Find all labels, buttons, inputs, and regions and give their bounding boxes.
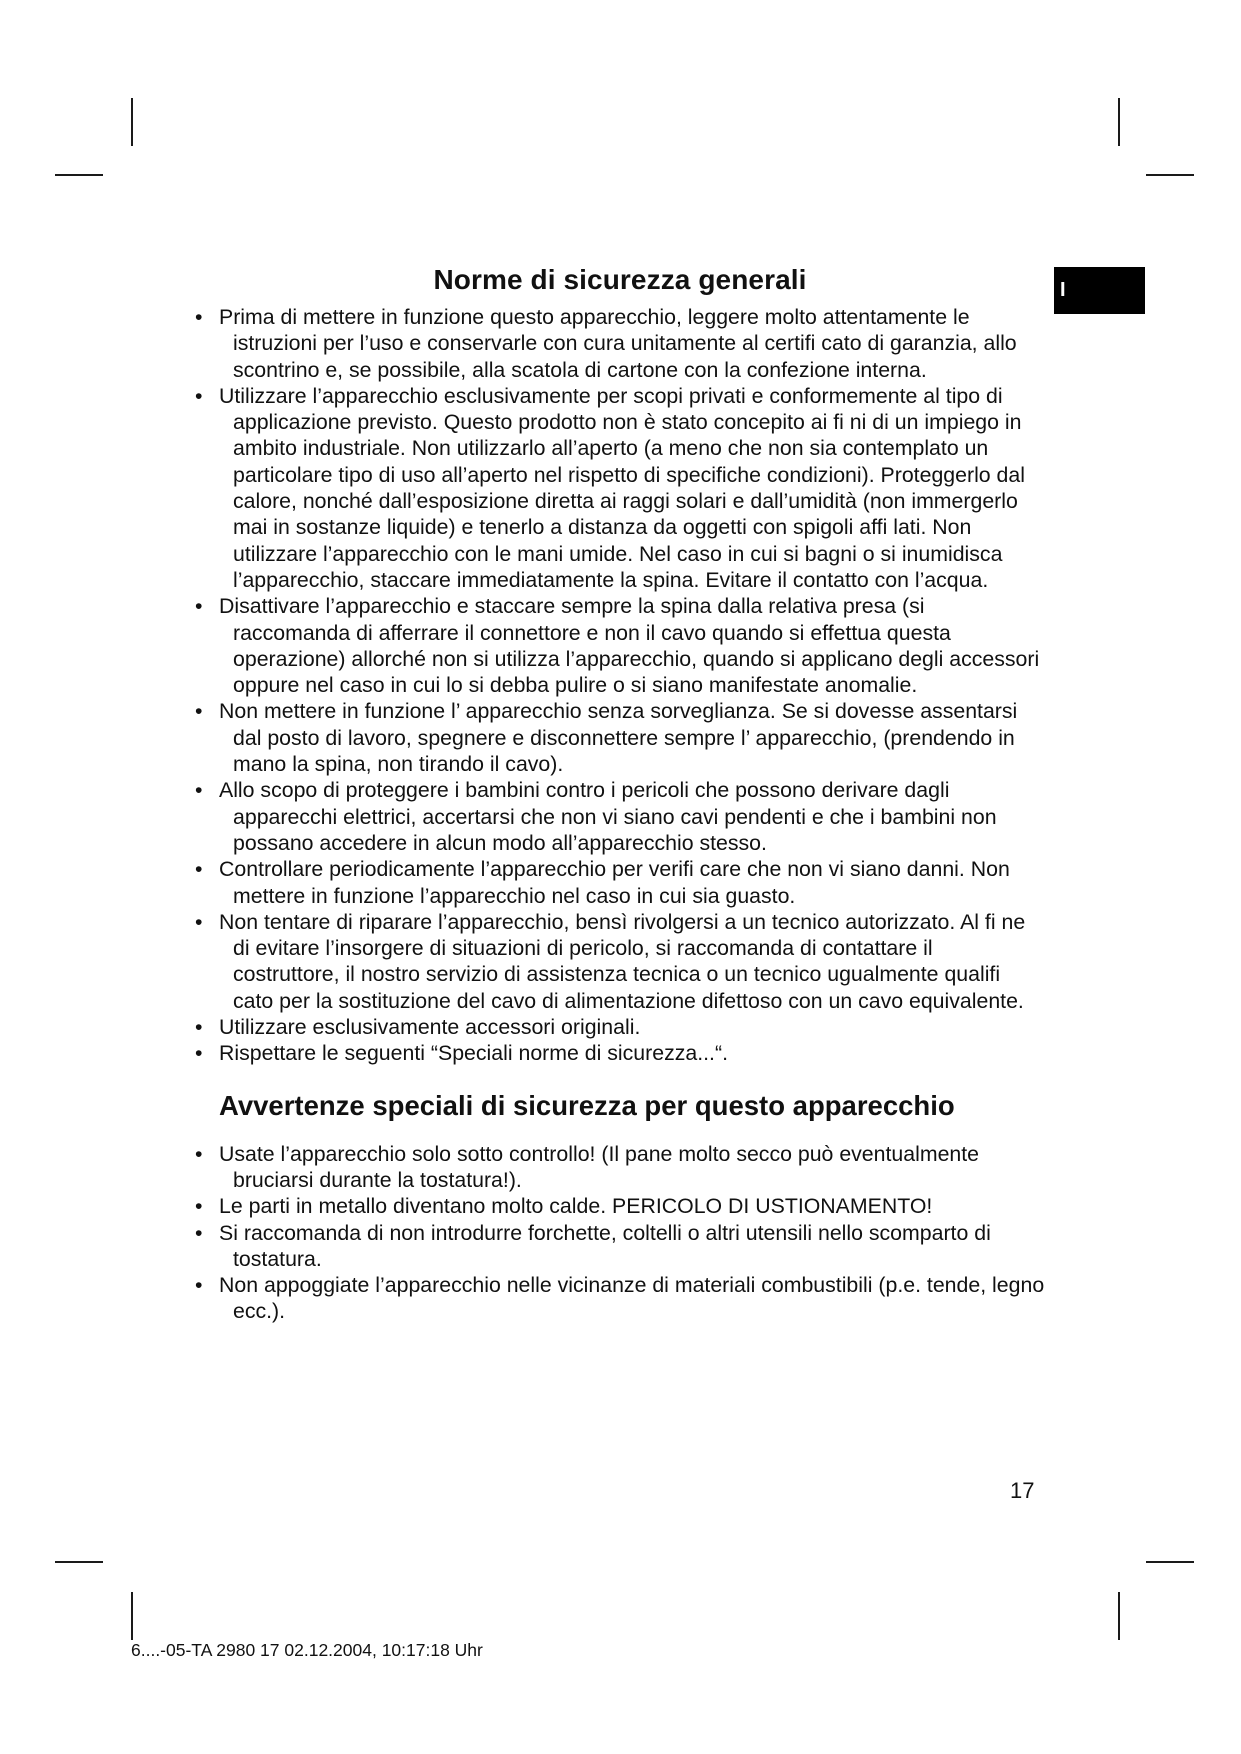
crop-mark-top-left-horizontal xyxy=(55,174,103,176)
bullet-icon: • xyxy=(195,909,203,934)
list-item: • Allo scopo di proteggere i bambini contro i pericoli che possono derivare dagli apparecchi elettrici, accertarsi che non vi siano cavi pendenti e che i bambini non possano accedere in alcun modo all’apparecchio stesso. xyxy=(195,778,997,855)
list-item: • Non appoggiate l’apparecchio nelle vicinanze di materiali combustibili (p.e. tende, legno ecc.). xyxy=(195,1273,1045,1324)
bullet-icon: • xyxy=(195,1141,203,1166)
crop-mark-bottom-left-vertical xyxy=(131,1592,133,1640)
print-slug: 6....-05-TA 2980 17 02.12.2004, 10:17:18 Uhr xyxy=(131,1640,483,1660)
list-item: • Utilizzare l’apparecchio esclusivamente per scopi privati e conformemente al tipo di applicazione previsto. Questo prodotto non è stato concepito ai fi ni di un impiego in ambito industriale. Non utilizzarlo all’aperto (a meno che non sia contemplato un particolare tipo di uso all’aperto nel rispetto di specifiche condizioni). Proteggerlo dal calore, nonché dall’esposizione diretta ai raggi solari e dall’umidità (non immergerlo mai in sostanze liquide) e tenerlo a distanza da oggetti con spigoli affi lati. Non utilizzare l’apparecchio con le mani umide. Nel caso in cui si bagni o si inumidisca l’apparecchio, staccare immediatamente la spina. Evitare il contatto con l’acqua. xyxy=(195,383,1025,592)
bullet-icon: • xyxy=(195,383,203,408)
general-safety-list xyxy=(195,304,1045,1067)
list-item: • Non mettere in funzione l’ apparecchio senza sorveglianza. Se si dovesse assentarsi dal posto di lavoro, spegnere e disconnettere sempre l’ apparecchio, (prendendo in mano la spina, non tirando il cavo). xyxy=(195,699,1018,777)
bullet-icon: • xyxy=(195,1220,203,1245)
language-tab: I xyxy=(1054,267,1145,314)
list-item: • Si raccomanda di non introdurre forchette, coltelli o altri utensili nello scomparto di tostatura. xyxy=(195,1220,991,1271)
bullet-icon: • xyxy=(195,305,203,329)
bullet-icon: • xyxy=(195,1015,203,1040)
crop-mark-top-right-horizontal xyxy=(1146,174,1194,176)
bullet-icon: • xyxy=(195,1041,203,1066)
list-item: • Controllare periodicamente l’apparecchio per verifi care che non vi siano danni. Non mettere in funzione l’apparecchio nel caso in cui sia guasto. xyxy=(195,857,1010,908)
page-content xyxy=(195,260,1045,1325)
bullet-icon: • xyxy=(195,1194,203,1219)
crop-mark-bottom-right-vertical xyxy=(1118,1592,1120,1640)
list-item: • Prima di mettere in funzione questo apparecchio, leggere molto attentamente le istruzioni per l’uso e conservarle con cura unitamente al certifi cato di garanzia, allo scontrino e, se possibile, alla scatola di cartone con la confezione interna. xyxy=(195,305,1017,382)
bullet-icon: • xyxy=(195,857,203,882)
list-item: • Non tentare di riparare l’apparecchio, bensì rivolgersi a un tecnico autorizzato. Al fi ne di evitare l’insorgere di situazioni di pericolo, si raccomanda di contattare il costruttore, il nostro servizio di assistenza tecnica o un tecnico ugualmente qualifi cato per la sostituzione del cavo di alimentazione difettoso con un cavo equivalente. xyxy=(195,909,1026,1013)
section-title-special-warnings: Avvertenze speciali di sicurezza per questo apparecchio xyxy=(219,1089,955,1121)
crop-mark-bottom-right-horizontal xyxy=(1146,1561,1194,1563)
list-item: • Le parti in metallo diventano molto calde. PERICOLO DI USTIONAMENTO! xyxy=(195,1194,933,1219)
crop-mark-top-right-vertical xyxy=(1118,98,1120,146)
bullet-icon: • xyxy=(195,594,203,619)
list-item: • Disattivare l’apparecchio e staccare sempre la spina dalla relativa presa (si raccomanda di afferrare il connettore e non il cavo quando si effettua questa operazione) allorché non si utilizza l’apparecchio, quando si applicano degli accessori oppure nel caso in cui lo si debba pulire o si siano manifestate anomalie. xyxy=(195,594,1040,698)
special-warnings-list xyxy=(195,1141,1045,1325)
bullet-icon: • xyxy=(195,778,203,803)
page-number: 17 xyxy=(1010,1478,1035,1503)
crop-mark-bottom-left-horizontal xyxy=(55,1561,103,1563)
list-item: • Usate l’apparecchio solo sotto controllo! (Il pane molto secco può eventualmente bruciarsi durante la tostatura!). xyxy=(195,1141,980,1192)
section-title-general-safety: Norme di sicurezza generali xyxy=(433,264,807,295)
list-item: • Utilizzare esclusivamente accessori originali. xyxy=(195,1015,641,1040)
crop-mark-top-left-vertical xyxy=(131,98,133,146)
bullet-icon: • xyxy=(195,699,203,724)
bullet-icon: • xyxy=(195,1273,203,1298)
list-item: • Rispettare le seguenti “Speciali norme di sicurezza...“. xyxy=(195,1041,728,1066)
